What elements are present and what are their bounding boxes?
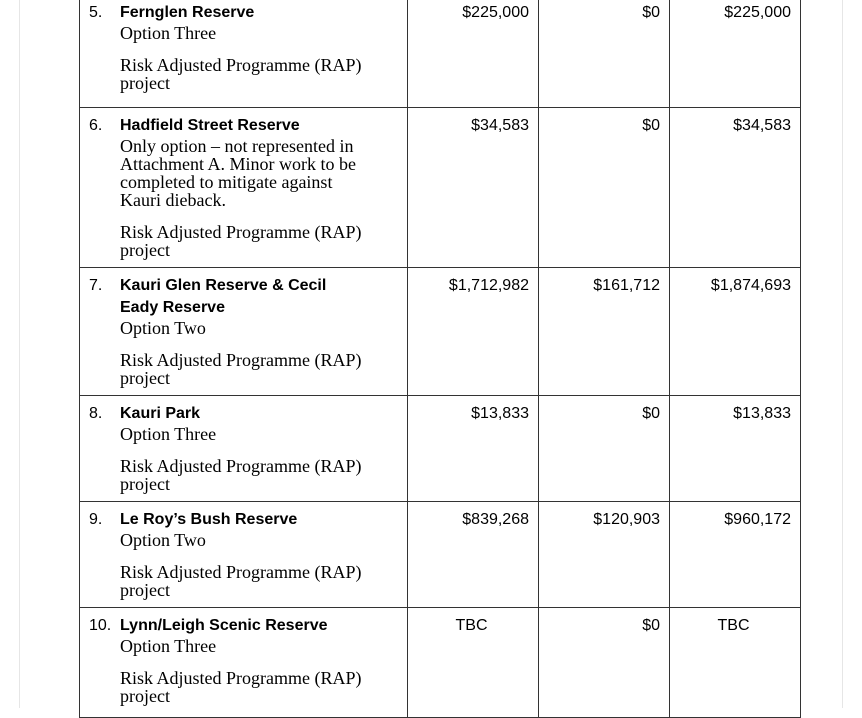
reserve-description-cell [80,268,408,396]
reserve-description [80,108,407,267]
row-number: 10. [89,617,112,634]
programme-text: project [120,474,170,494]
amount-value-1: $225,000 [462,4,529,21]
amount-cell [408,608,539,718]
reserve-description [80,268,407,395]
amount-cell [670,502,801,608]
table-row [80,396,801,502]
amount-value-2: $0 [642,117,660,134]
reserve-description-cell [80,608,408,718]
amount-value-2: $120,903 [593,511,660,528]
option-text: Kauri dieback. [120,190,226,210]
reserve-description-cell [80,108,408,268]
option-text: Option Three [120,23,217,43]
reserve-description [80,0,407,100]
amount-cell [670,608,801,718]
amount-cell [539,502,670,608]
programme-text: Risk Adjusted Programme (RAP) [120,456,362,476]
row-number: 5. [89,4,103,21]
amount-cell [670,268,801,396]
option-text: Attachment A. Minor work to be [120,154,356,174]
reserve-description [80,502,407,607]
row-number: 6. [89,117,103,134]
programme-text: Risk Adjusted Programme (RAP) [120,562,362,582]
amount-value-2: $0 [642,4,660,21]
programme-text: project [120,686,170,706]
amount-cell [408,108,539,268]
reserve-cost-table [79,0,801,718]
amount-value-1: TBC [455,617,488,634]
reserve-description [80,396,407,501]
amount-cell [539,608,670,718]
row-number: 8. [89,405,103,422]
reserve-description-cell [80,396,408,502]
amount-value-3: $13,833 [733,405,791,422]
reserve-name: Eady Reserve [120,299,225,316]
row-number: 9. [89,511,103,528]
programme-text: project [120,368,170,388]
row-number: 7. [89,277,103,294]
amount-cell [670,108,801,268]
amount-value-2: $0 [642,617,660,634]
amount-cell [539,268,670,396]
table-row [80,0,801,108]
programme-text: Risk Adjusted Programme (RAP) [120,222,362,242]
option-text: Option Two [120,530,206,550]
reserve-name: Lynn/Leigh Scenic Reserve [120,617,328,634]
programme-text: project [120,73,170,93]
reserve-name: Kauri Park [120,405,201,422]
reserve-name: Fernglen Reserve [120,4,255,21]
table-row [80,108,801,268]
programme-text: Risk Adjusted Programme (RAP) [120,668,362,688]
page-right-edge [842,0,843,708]
reserve-name: Kauri Glen Reserve & Cecil [120,277,327,294]
reserve-name: Hadfield Street Reserve [120,117,300,134]
amount-value-3: $34,583 [733,117,791,134]
reserve-description-cell [80,0,408,108]
amount-value-1: $13,833 [471,405,529,422]
programme-text: project [120,580,170,600]
amount-cell [539,0,670,108]
option-text: Option Two [120,318,206,338]
amount-value-1: $1,712,982 [448,277,529,294]
amount-value-2: $161,712 [593,277,660,294]
amount-cell [408,0,539,108]
amount-cell [670,396,801,502]
amount-cell [670,0,801,108]
option-text: completed to mitigate against [120,172,333,192]
option-text: Option Three [120,424,217,444]
programme-text: project [120,240,170,260]
amount-cell [539,108,670,268]
programme-text: Risk Adjusted Programme (RAP) [120,55,362,75]
amount-value-1: $839,268 [462,511,529,528]
reserve-description-cell [80,502,408,608]
amount-cell [408,396,539,502]
amount-cell [408,268,539,396]
amount-value-1: $34,583 [471,117,529,134]
programme-text: Risk Adjusted Programme (RAP) [120,350,362,370]
reserve-name: Le Roy’s Bush Reserve [120,511,298,528]
amount-value-3: $225,000 [724,4,791,21]
option-text: Option Three [120,636,217,656]
table-row [80,608,801,718]
amount-value-2: $0 [642,405,660,422]
amount-value-3: TBC [717,617,750,634]
amount-value-3: $960,172 [724,511,791,528]
table-row [80,268,801,396]
page-left-edge [19,0,20,708]
reserve-description [80,608,407,713]
amount-cell [408,502,539,608]
option-text: Only option – not represented in [120,136,354,156]
amount-cell [539,396,670,502]
amount-value-3: $1,874,693 [710,277,791,294]
table-row [80,502,801,608]
